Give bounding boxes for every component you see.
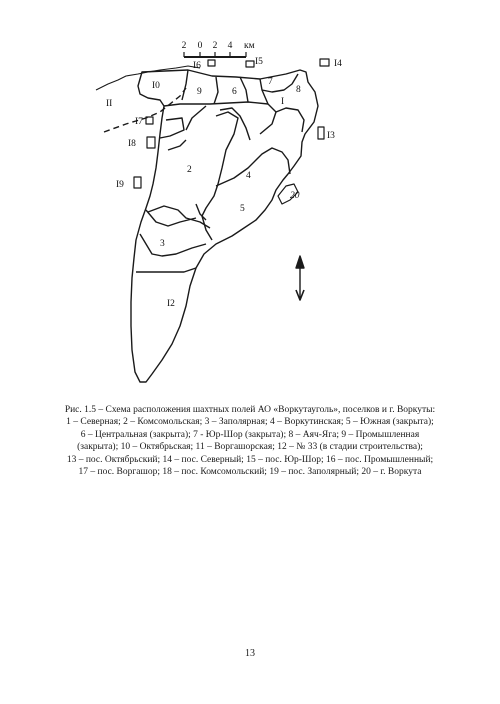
field-label-5: 5 bbox=[240, 204, 245, 214]
settlement-label-17: I7 bbox=[135, 117, 143, 127]
settlement-label-15: I5 bbox=[255, 57, 263, 67]
figure-caption bbox=[30, 404, 470, 478]
settlement-label-16: I6 bbox=[193, 61, 201, 71]
settlement-label-20: 20 bbox=[290, 191, 300, 201]
field-label-2: 2 bbox=[187, 165, 192, 175]
field-label-4: 4 bbox=[246, 171, 251, 181]
page-number: 13 bbox=[245, 648, 255, 659]
field-label-9: 9 bbox=[197, 87, 202, 97]
scale-unit: км bbox=[244, 41, 255, 51]
field-label-11: II bbox=[106, 99, 113, 109]
field-label-1: I bbox=[281, 97, 285, 107]
settlement-markers bbox=[134, 59, 329, 204]
field-label-7: 7 bbox=[268, 77, 273, 87]
north-boundary-dashed bbox=[104, 88, 186, 132]
settlement-label-13: I3 bbox=[327, 131, 335, 141]
settlement-label-14: I4 bbox=[334, 59, 342, 69]
caption-line: 6 – Центральная (закрыта); 7 - Юр-Шор (закрыта); 8 – Аяч-Яга; 9 – Промышленная bbox=[80, 429, 420, 440]
north-arrow-icon bbox=[296, 256, 304, 300]
field-label-3: 3 bbox=[160, 239, 165, 249]
scale-bar bbox=[184, 52, 246, 57]
mine-fields-outline bbox=[131, 70, 318, 382]
caption-line: (закрыта); 10 – Октябрьская; 11 – Воргашорская; 12 – № 33 (в стадии строительства); bbox=[77, 442, 423, 453]
caption-line: 17 – пос. Воргашор; 18 – пос. Комсомольский; 19 – пос. Заполярный; 20 – г. Воркута bbox=[78, 467, 422, 478]
settlement-label-19: I9 bbox=[116, 180, 124, 190]
scale-tick-3: 4 bbox=[227, 41, 233, 51]
caption-line: 1 – Северная; 2 – Комсомольская; 3 – Заполярная; 4 – Воркутинская; 5 – Южная (закрыта); bbox=[66, 417, 434, 428]
caption-line: Рис. 1.5 – Схема расположения шахтных полей АО «Воркутауголь», поселков и г. Воркуты: bbox=[64, 405, 436, 415]
field-label-8: 8 bbox=[296, 85, 301, 95]
field-label-12: I2 bbox=[167, 299, 175, 309]
field-label-6: 6 bbox=[232, 87, 237, 97]
scale-tick-0: 2 bbox=[181, 41, 187, 51]
field-label-10: I0 bbox=[152, 81, 160, 91]
caption-line: 13 – пос. Октябрьский; 14 – пос. Северный; 15 – пос. Юр-Шор; 16 – пос. Промышленный; bbox=[66, 454, 434, 465]
settlement-label-18: I8 bbox=[128, 139, 136, 149]
scale-tick-2: 2 bbox=[212, 41, 218, 51]
scale-tick-1: 0 bbox=[197, 41, 203, 51]
